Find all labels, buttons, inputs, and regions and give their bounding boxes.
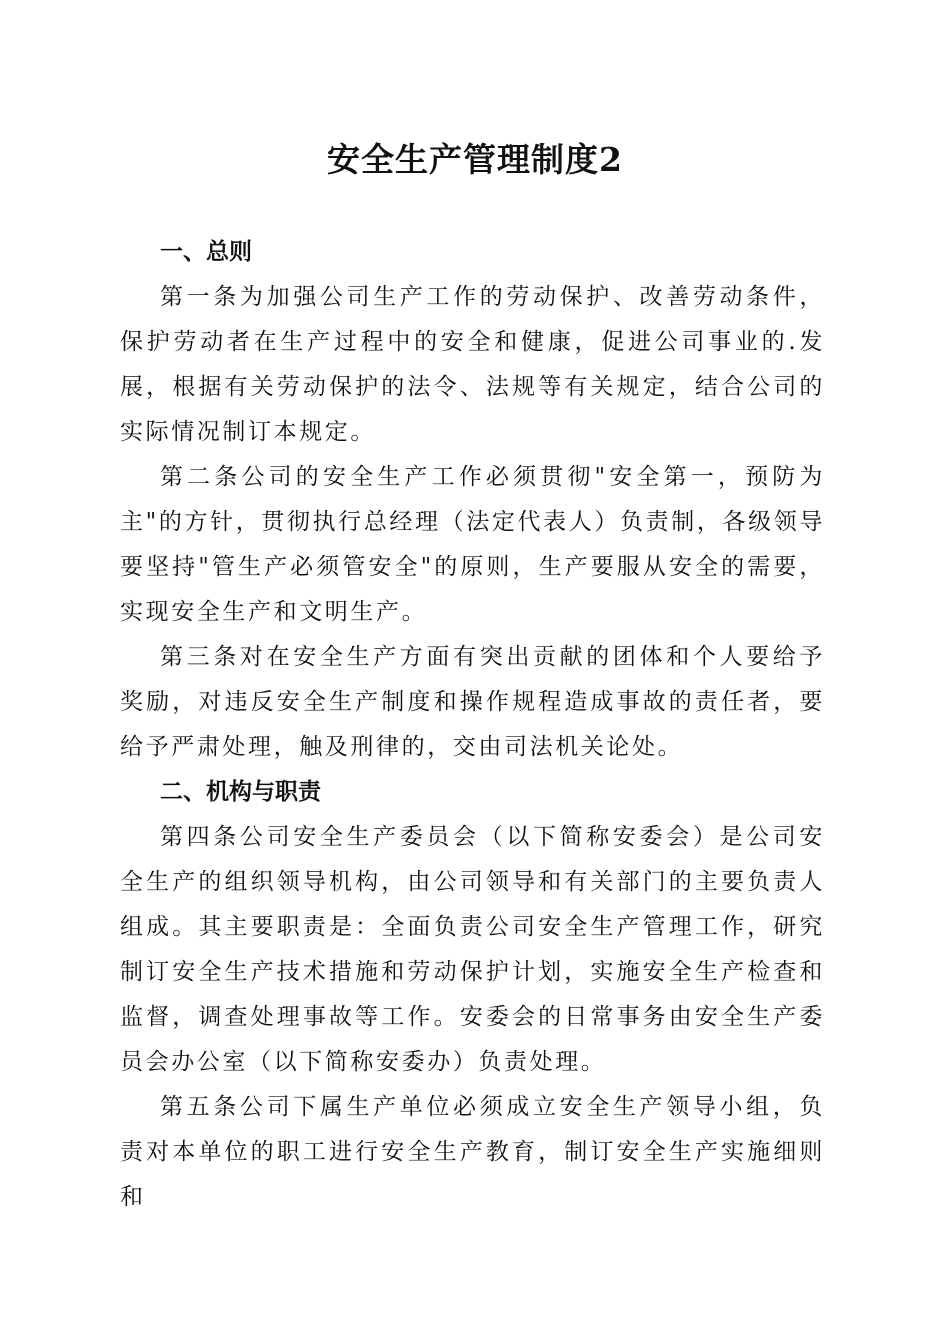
section-heading: 二、机构与职责 — [160, 779, 321, 805]
article-4: 第四条公司安全生产委员会（以下简称安委会）是公司安全生产的组织领导机构，由公司领导和有关部门的主要负责人组成。其主要职责是：全面负责公司安全生产管理工作，研究制订安全生产技术措施和劳动保护计划，实施安全生产检查和监督，调查处理事故等工作。安委会的日常事务由安全生产委员会办公室（以下简称安委办）负责处理。 — [120, 824, 825, 1075]
article-2: 第二条公司的安全生产工作必须贯彻"安全第一，预防为主"的方针，贯彻执行总经理（法定代表人）负责制，各级领导要坚持"管生产必须管安全"的原则，生产要服从安全的需要，实现安全生产和文明生产。 — [120, 464, 825, 625]
document-body — [120, 230, 825, 1220]
article-5: 第五条公司下属生产单位必须成立安全生产领导小组，负责对本单位的职工进行安全生产教育，制订安全生产实施细则和 — [120, 1094, 825, 1210]
article-3: 第三条对在安全生产方面有突出贡献的团体和个人要给予奖励，对违反安全生产制度和操作规程造成事故的责任者，要给予严肃处理，触及刑律的，交由司法机关论处。 — [120, 644, 825, 760]
section-organization — [120, 770, 825, 1220]
document-title: 安全生产管理制度2 — [327, 140, 623, 179]
article-1: 第一条为加强公司生产工作的劳动保护、改善劳动条件，保护劳动者在生产过程中的安全和健康，促进公司事业的.发展，根据有关劳动保护的法令、法规等有关规定，结合公司的实际情况制订本规定。 — [120, 284, 825, 445]
section-heading: 一、总则 — [160, 239, 252, 265]
section-general — [120, 230, 825, 770]
